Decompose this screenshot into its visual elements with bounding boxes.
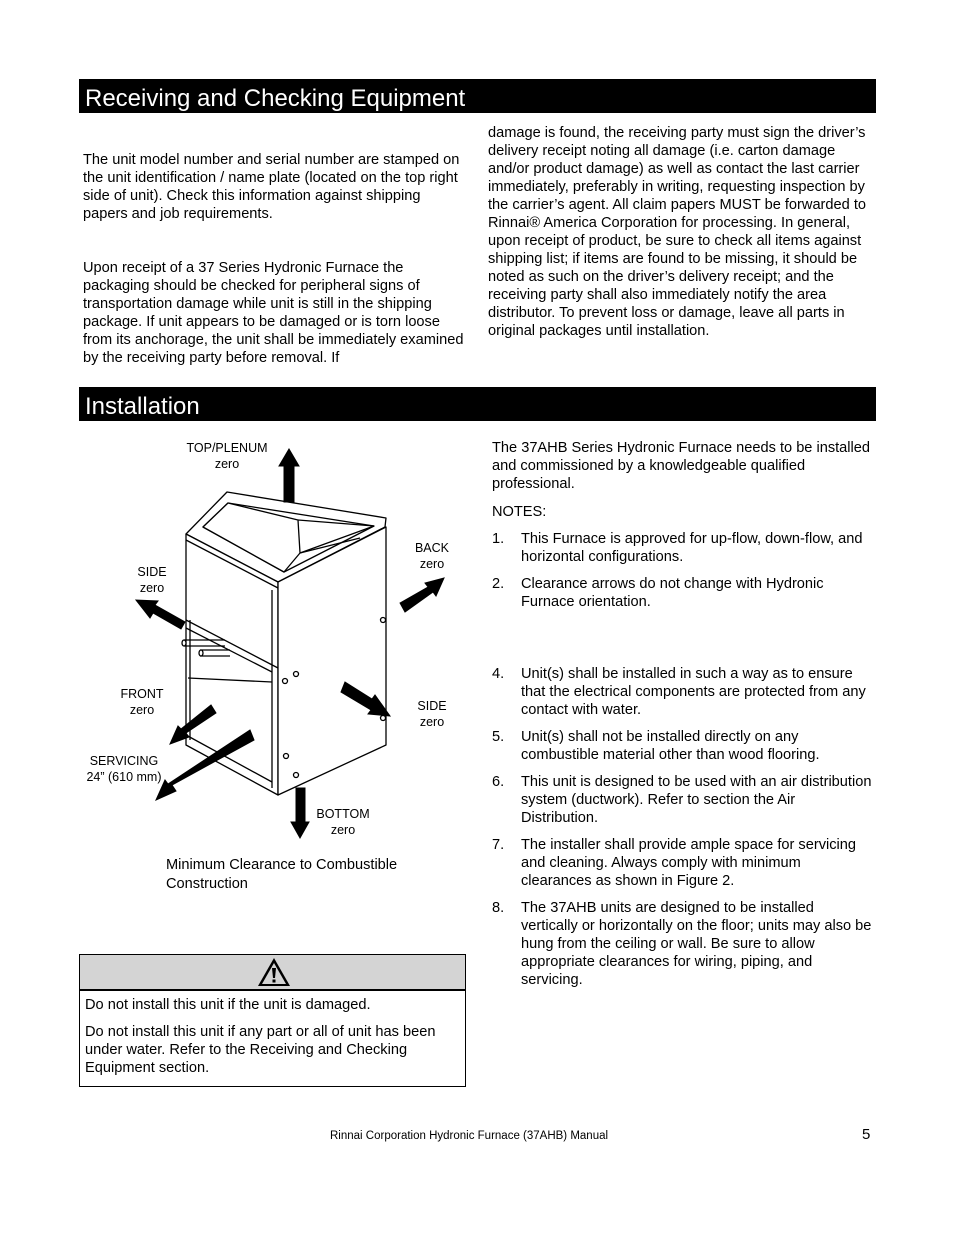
furnace-clearance-diagram (80, 430, 480, 850)
note-item: 1. This Furnace is approved for up-flow, down-flow, and horizontal configurations. (492, 531, 863, 565)
page-number: 5 (862, 1126, 871, 1143)
warning-header (80, 955, 465, 991)
label-side-left: SIDE zero (137, 565, 167, 595)
notes-list-a (492, 530, 872, 611)
label-bottom: BOTTOM zero (316, 807, 370, 837)
clearance-figure (80, 430, 480, 850)
paragraph-damage-claims: damage is found, the receiving party must sign the driver’s delivery receipt noting all damage (i.e. carton damage and/or product damage) as well as contact the last carrier immediately, preferably in writing, requesting inspection by the carrier’s agent. All claim papers MUST be forwarded to Rinnai® America Corporation for processing. In general, upon receipt of product, be sure to check all items against shipping list; if items are found to be missing, it should be noted as such on the driver’s delivery receipt; and the receiving party shall also immediately notify the area distributor. To prevent loss or damage, leave all parts in original packages until installation. (488, 125, 866, 339)
label-top-plenum: TOP/PLENUM zero (186, 441, 268, 471)
label-front: FRONT zero (120, 687, 164, 717)
footer-text: Rinnai Corporation Hydronic Furnace (37AHB) Manual (330, 1130, 609, 1142)
note-item: 2. Clearance arrows do not change with Hydronic Furnace orientation. (492, 576, 824, 610)
section-title-receiving: Receiving and Checking Equipment (79, 79, 876, 113)
paragraph-receipt-inspection: Upon receipt of a 37 Series Hydronic Furnace the packaging should be checked for peripheral signs of transportation damage while unit is still in the shipping package. If unit appears to be damaged or is torn loose from its anchorage, the unit shall be immediately examined by the receiving party before removal. If (83, 260, 464, 366)
notes-label: NOTES: (492, 504, 547, 520)
label-servicing: SERVICING 24” (610 mm) (86, 754, 162, 784)
bottom-clearance-arrow (291, 788, 309, 838)
note-item: 5. Unit(s) shall not be installed directly on any combustible material other than wood flooring. (492, 729, 820, 763)
paragraph-model-number: The unit model number and serial number are stamped on the unit identification / name plate (located on the top right side of unit). Check this information against shipping papers and job requirements. (83, 152, 460, 222)
note-item: 4. Unit(s) shall be installed in such a way as to ensure that the electrical components are protected from any contact with water. (492, 666, 866, 718)
figure-caption: Minimum Clearance to Combustible Construction (166, 857, 398, 892)
label-back: BACK zero (414, 541, 450, 571)
label-side-right: SIDE zero (417, 699, 447, 729)
back-clearance-arrow (400, 578, 444, 612)
warning-line-1: Do not install this unit if the unit is damaged. (85, 997, 371, 1013)
warning-triangle-icon (257, 957, 291, 987)
section-title-installation: Installation (79, 387, 876, 421)
note-item: 6. This unit is designed to be used with an air distribution system (ductwork). Refer to section the Air Distribution. (492, 774, 872, 826)
installation-intro: The 37AHB Series Hydronic Furnace needs to be installed and commissioned by a knowledgeable qualified professional. (492, 440, 871, 492)
left-side-clearance-arrow (136, 600, 185, 629)
top-clearance-arrow (279, 449, 299, 502)
warning-box (79, 954, 466, 1087)
note-item: 7. The installer shall provide ample space for servicing and cleaning. Always comply with minimum clearances as shown in Figure 2. (492, 837, 857, 889)
note-item: 8. The 37AHB units are designed to be installed vertically or horizontally on the floor; units may also be hung from the ceiling or wall. Be sure to allow appropriate clearances for wiring, piping, and servicing. (492, 900, 872, 988)
warning-line-2: Do not install this unit if any part or all of unit has been under water. Refer to the Receiving and Checking Equipment section. (85, 1024, 436, 1076)
notes-list-b (492, 665, 872, 989)
